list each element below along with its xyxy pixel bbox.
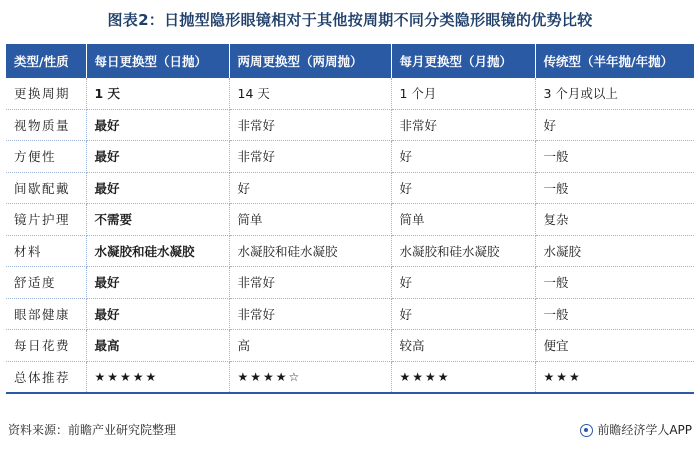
header-row xyxy=(6,44,694,78)
row-label: 方便性 xyxy=(6,141,86,173)
header-cell-property: 类型/性质 xyxy=(6,44,86,78)
row-label: 舒适度 xyxy=(6,267,86,299)
row-label: 眼部健康 xyxy=(6,298,86,330)
cell-monthly: 1 个月 xyxy=(391,78,535,109)
cell-daily: 最好 xyxy=(86,141,229,173)
row-label: 每日花费 xyxy=(6,330,86,362)
row-label: 总体推荐 xyxy=(6,361,86,393)
table-row xyxy=(6,141,694,173)
row-label: 更换周期 xyxy=(6,78,86,109)
cell-daily: 最好 xyxy=(86,172,229,204)
cell-biweekly: 非常好 xyxy=(229,109,391,141)
cell-biweekly: 非常好 xyxy=(229,141,391,173)
cell-monthly: 非常好 xyxy=(391,109,535,141)
brand-name: 前瞻经济学人APP xyxy=(597,423,692,437)
cell-traditional: 一般 xyxy=(535,141,694,173)
row-label: 间歇配戴 xyxy=(6,172,86,204)
comparison-table xyxy=(6,44,694,394)
header-cell-daily: 每日更换型（日抛） xyxy=(86,44,229,78)
comparison-table-wrapper xyxy=(6,44,694,394)
cell-monthly: 好 xyxy=(391,172,535,204)
brand-logo-icon xyxy=(580,424,593,437)
cell-traditional: 复杂 xyxy=(535,204,694,236)
cell-biweekly: 高 xyxy=(229,330,391,362)
row-label: 视物质量 xyxy=(6,109,86,141)
header-cell-traditional: 传统型（半年抛/年抛） xyxy=(535,44,694,78)
table-row xyxy=(6,267,694,299)
table-row xyxy=(6,172,694,204)
table-row xyxy=(6,235,694,267)
table-body xyxy=(6,78,694,393)
brand-credit xyxy=(580,421,692,439)
cell-traditional: 水凝胶 xyxy=(535,235,694,267)
header-cell-monthly: 每月更换型（月抛） xyxy=(391,44,535,78)
cell-daily: 最高 xyxy=(86,330,229,362)
cell-monthly: 水凝胶和硅水凝胶 xyxy=(391,235,535,267)
cell-traditional: 3 个月或以上 xyxy=(535,78,694,109)
rating-stars-biweekly: ★★★★☆ xyxy=(229,361,391,393)
chart-title: 图表2：日抛型隐形眼镜相对于其他按周期不同分类隐形眼镜的优势比较 xyxy=(107,11,593,29)
header-cell-biweekly: 两周更换型（两周抛） xyxy=(229,44,391,78)
cell-traditional: 一般 xyxy=(535,298,694,330)
cell-monthly: 好 xyxy=(391,141,535,173)
table-row xyxy=(6,109,694,141)
rating-stars-daily: ★★★★★ xyxy=(86,361,229,393)
cell-biweekly: 简单 xyxy=(229,204,391,236)
cell-biweekly: 14 天 xyxy=(229,78,391,109)
row-label: 材料 xyxy=(6,235,86,267)
cell-daily: 最好 xyxy=(86,109,229,141)
cell-biweekly: 非常好 xyxy=(229,298,391,330)
table-row xyxy=(6,298,694,330)
rating-stars-traditional: ★★★ xyxy=(535,361,694,393)
cell-daily: 不需要 xyxy=(86,204,229,236)
cell-biweekly: 非常好 xyxy=(229,267,391,299)
cell-monthly: 好 xyxy=(391,298,535,330)
cell-monthly: 好 xyxy=(391,267,535,299)
rating-stars-monthly: ★★★★ xyxy=(391,361,535,393)
table-row xyxy=(6,361,694,393)
cell-daily: 最好 xyxy=(86,267,229,299)
cell-traditional: 便宜 xyxy=(535,330,694,362)
table-row xyxy=(6,204,694,236)
table-row xyxy=(6,78,694,109)
cell-monthly: 简单 xyxy=(391,204,535,236)
row-label: 镜片护理 xyxy=(6,204,86,236)
cell-monthly: 较高 xyxy=(391,330,535,362)
source-note: 资料来源：前瞻产业研究院整理 xyxy=(8,423,177,437)
cell-daily: 1 天 xyxy=(86,78,229,109)
cell-daily: 水凝胶和硅水凝胶 xyxy=(86,235,229,267)
cell-biweekly: 好 xyxy=(229,172,391,204)
cell-traditional: 一般 xyxy=(535,267,694,299)
table-row xyxy=(6,330,694,362)
cell-daily: 最好 xyxy=(86,298,229,330)
cell-traditional: 一般 xyxy=(535,172,694,204)
cell-biweekly: 水凝胶和硅水凝胶 xyxy=(229,235,391,267)
table-header xyxy=(6,44,694,78)
cell-traditional: 好 xyxy=(535,109,694,141)
